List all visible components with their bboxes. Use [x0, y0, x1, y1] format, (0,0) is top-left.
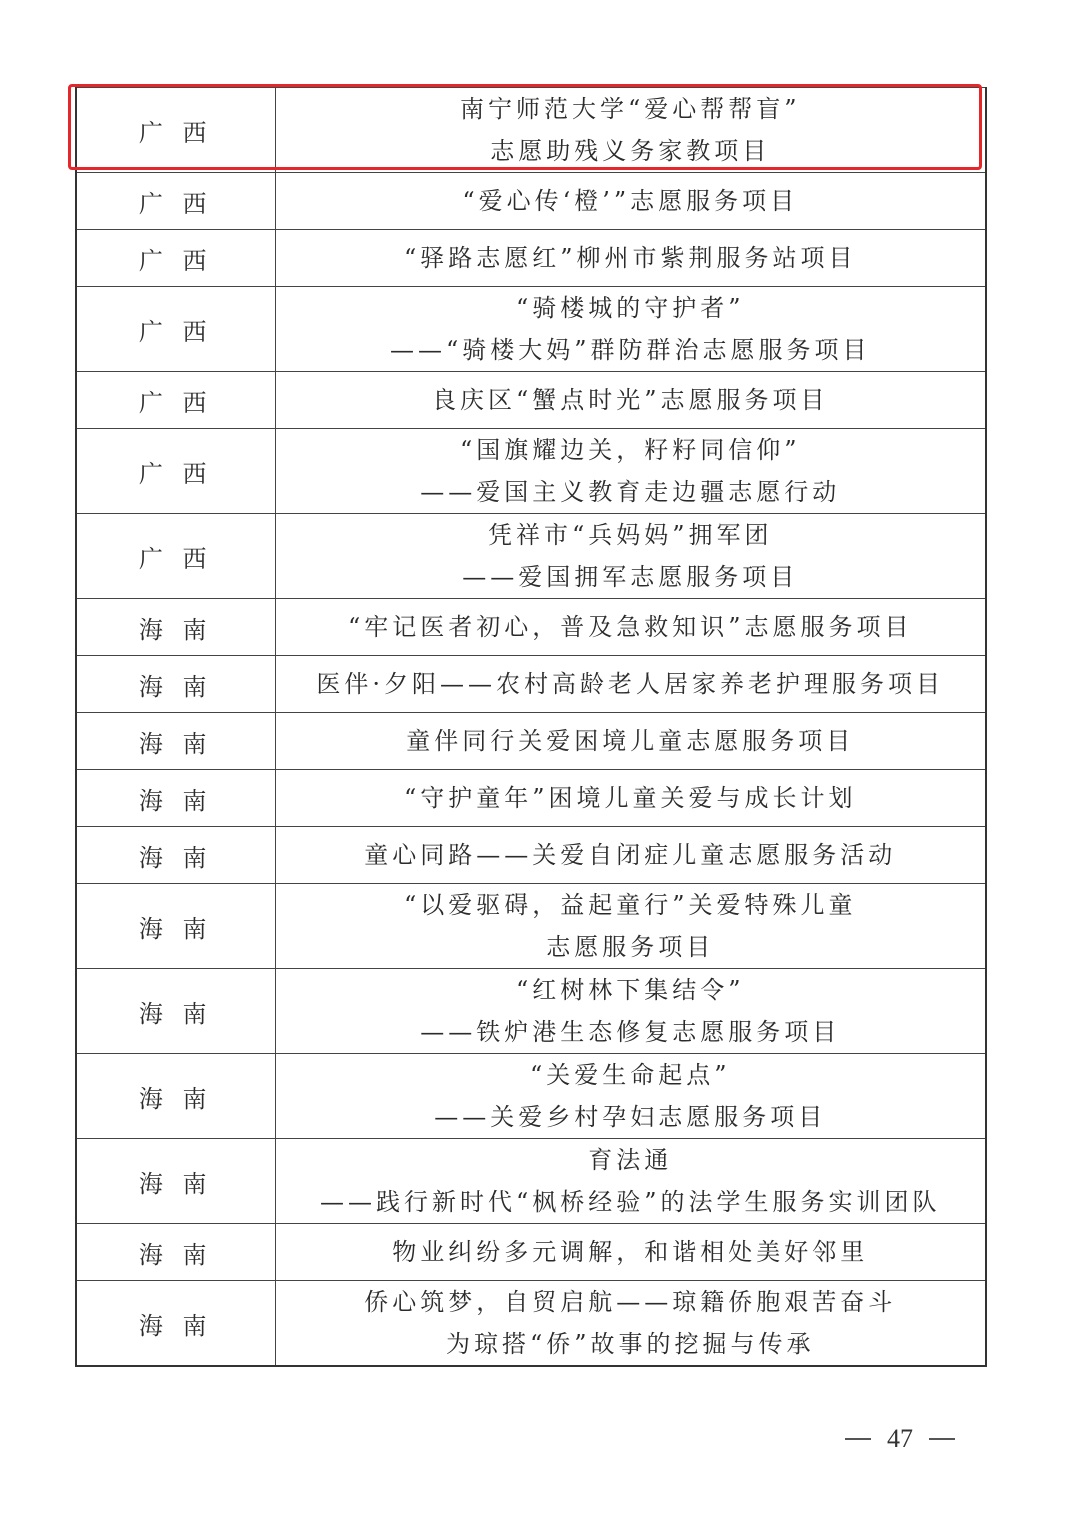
- project-cell: [275, 599, 986, 656]
- project-name-line: 侨心筑梦，自贸启航——琼籍侨胞艰苦奋斗: [364, 1288, 897, 1316]
- region-cell: 海 南: [76, 969, 275, 1054]
- region-cell: 海 南: [76, 656, 275, 713]
- project-cell: [275, 770, 986, 827]
- table-row: [76, 656, 986, 713]
- project-cell: [275, 656, 986, 713]
- project-name-line: “国旗耀边关，籽籽同信仰”: [459, 436, 801, 464]
- region-cell: 海 南: [76, 770, 275, 827]
- table-row: [76, 230, 986, 287]
- project-name-line: 志愿服务项目: [546, 933, 715, 961]
- project-name-line: ——践行新时代“枫桥经验”的法学生服务实训团队: [319, 1188, 941, 1216]
- project-cell: [275, 173, 986, 230]
- region-cell: 海 南: [76, 884, 275, 969]
- region-cell: 广 西: [76, 88, 275, 173]
- project-name-line: “爱心传‘橙’”志愿服务项目: [462, 187, 799, 215]
- project-name-line: “以爱驱碍，益起童行”关爱特殊儿童: [403, 891, 857, 919]
- project-name-line: ——爱国主义教育走边疆志愿行动: [420, 478, 841, 506]
- table-row: [76, 1281, 986, 1367]
- region-cell: 广 西: [76, 173, 275, 230]
- page-number-left-dash: [845, 1438, 871, 1440]
- project-table: [75, 87, 987, 1367]
- project-cell: [275, 1281, 986, 1367]
- project-name-line: “驿路志愿红”柳州市紫荆服务站项目: [403, 244, 857, 272]
- region-cell: 海 南: [76, 1139, 275, 1224]
- table-row: [76, 173, 986, 230]
- project-name-line: 医伴·夕阳——农村高龄老人居家养老护理服务项目: [316, 670, 945, 698]
- region-cell: 广 西: [76, 514, 275, 599]
- region-cell: 广 西: [76, 287, 275, 372]
- table-row: [76, 1054, 986, 1139]
- table-body: [76, 88, 986, 1367]
- project-name-line: ——铁炉港生态修复志愿服务项目: [420, 1018, 841, 1046]
- region-cell: 海 南: [76, 599, 275, 656]
- table-row: [76, 884, 986, 969]
- project-name-line: 物业纠纷多元调解，和谐相处美好邻里: [392, 1238, 869, 1266]
- project-name-line: “骑楼城的守护者”: [515, 294, 745, 322]
- project-cell: [275, 287, 986, 372]
- project-name-line: 童伴同行关爱困境儿童志愿服务项目: [406, 727, 855, 755]
- project-name-line: 南宁师范大学“爱心帮帮盲”: [459, 95, 801, 123]
- project-name-line: 育法通: [588, 1146, 673, 1174]
- project-name-line: 凭祥市“兵妈妈”拥军团: [487, 521, 773, 549]
- project-name-line: 为琼搭“侨”故事的挖掘与传承: [445, 1330, 815, 1358]
- project-name-line: 志愿助残义务家教项目: [490, 137, 771, 165]
- region-cell: 海 南: [76, 1054, 275, 1139]
- project-name-line: ——“骑楼大妈”群防群治志愿服务项目: [389, 336, 871, 364]
- page-number-text: 47: [887, 1424, 913, 1453]
- table-row: [76, 599, 986, 656]
- table-row: [76, 1224, 986, 1281]
- project-cell: [275, 827, 986, 884]
- table-row: [76, 770, 986, 827]
- project-cell: [275, 713, 986, 770]
- project-name-line: “牢记医者初心，普及急救知识”志愿服务项目: [347, 613, 913, 641]
- project-name-line: 童心同路——关爱自闭症儿童志愿服务活动: [364, 841, 897, 869]
- project-name-line: ——爱国拥军志愿服务项目: [462, 563, 799, 591]
- table-row: [76, 287, 986, 372]
- project-name-line: “关爱生命起点”: [529, 1061, 731, 1089]
- project-cell: [275, 969, 986, 1054]
- table-row: [76, 1139, 986, 1224]
- project-cell: [275, 372, 986, 429]
- project-cell: [275, 1139, 986, 1224]
- table-row: [76, 372, 986, 429]
- region-cell: 广 西: [76, 429, 275, 514]
- project-cell: [275, 1054, 986, 1139]
- region-cell: 广 西: [76, 230, 275, 287]
- region-cell: 海 南: [76, 827, 275, 884]
- table-row: [76, 429, 986, 514]
- region-cell: 海 南: [76, 1224, 275, 1281]
- project-name-line: “守护童年”困境儿童关爱与成长计划: [403, 784, 857, 812]
- table-row: [76, 514, 986, 599]
- region-cell: 广 西: [76, 372, 275, 429]
- project-name-line: 良庆区“蟹点时光”志愿服务项目: [431, 386, 829, 414]
- table-row: [76, 969, 986, 1054]
- page-number: [845, 1424, 955, 1454]
- project-cell: [275, 230, 986, 287]
- project-cell: [275, 429, 986, 514]
- project-cell: [275, 1224, 986, 1281]
- project-cell: [275, 514, 986, 599]
- project-cell: [275, 884, 986, 969]
- project-name-line: ——关爱乡村孕妇志愿服务项目: [434, 1103, 827, 1131]
- table-row: [76, 827, 986, 884]
- table-row: [76, 713, 986, 770]
- page-number-right-dash: [929, 1438, 955, 1440]
- table-row: [76, 88, 986, 173]
- project-name-line: “红树林下集结令”: [515, 976, 745, 1004]
- region-cell: 海 南: [76, 713, 275, 770]
- region-cell: 海 南: [76, 1281, 275, 1367]
- project-cell: [275, 88, 986, 173]
